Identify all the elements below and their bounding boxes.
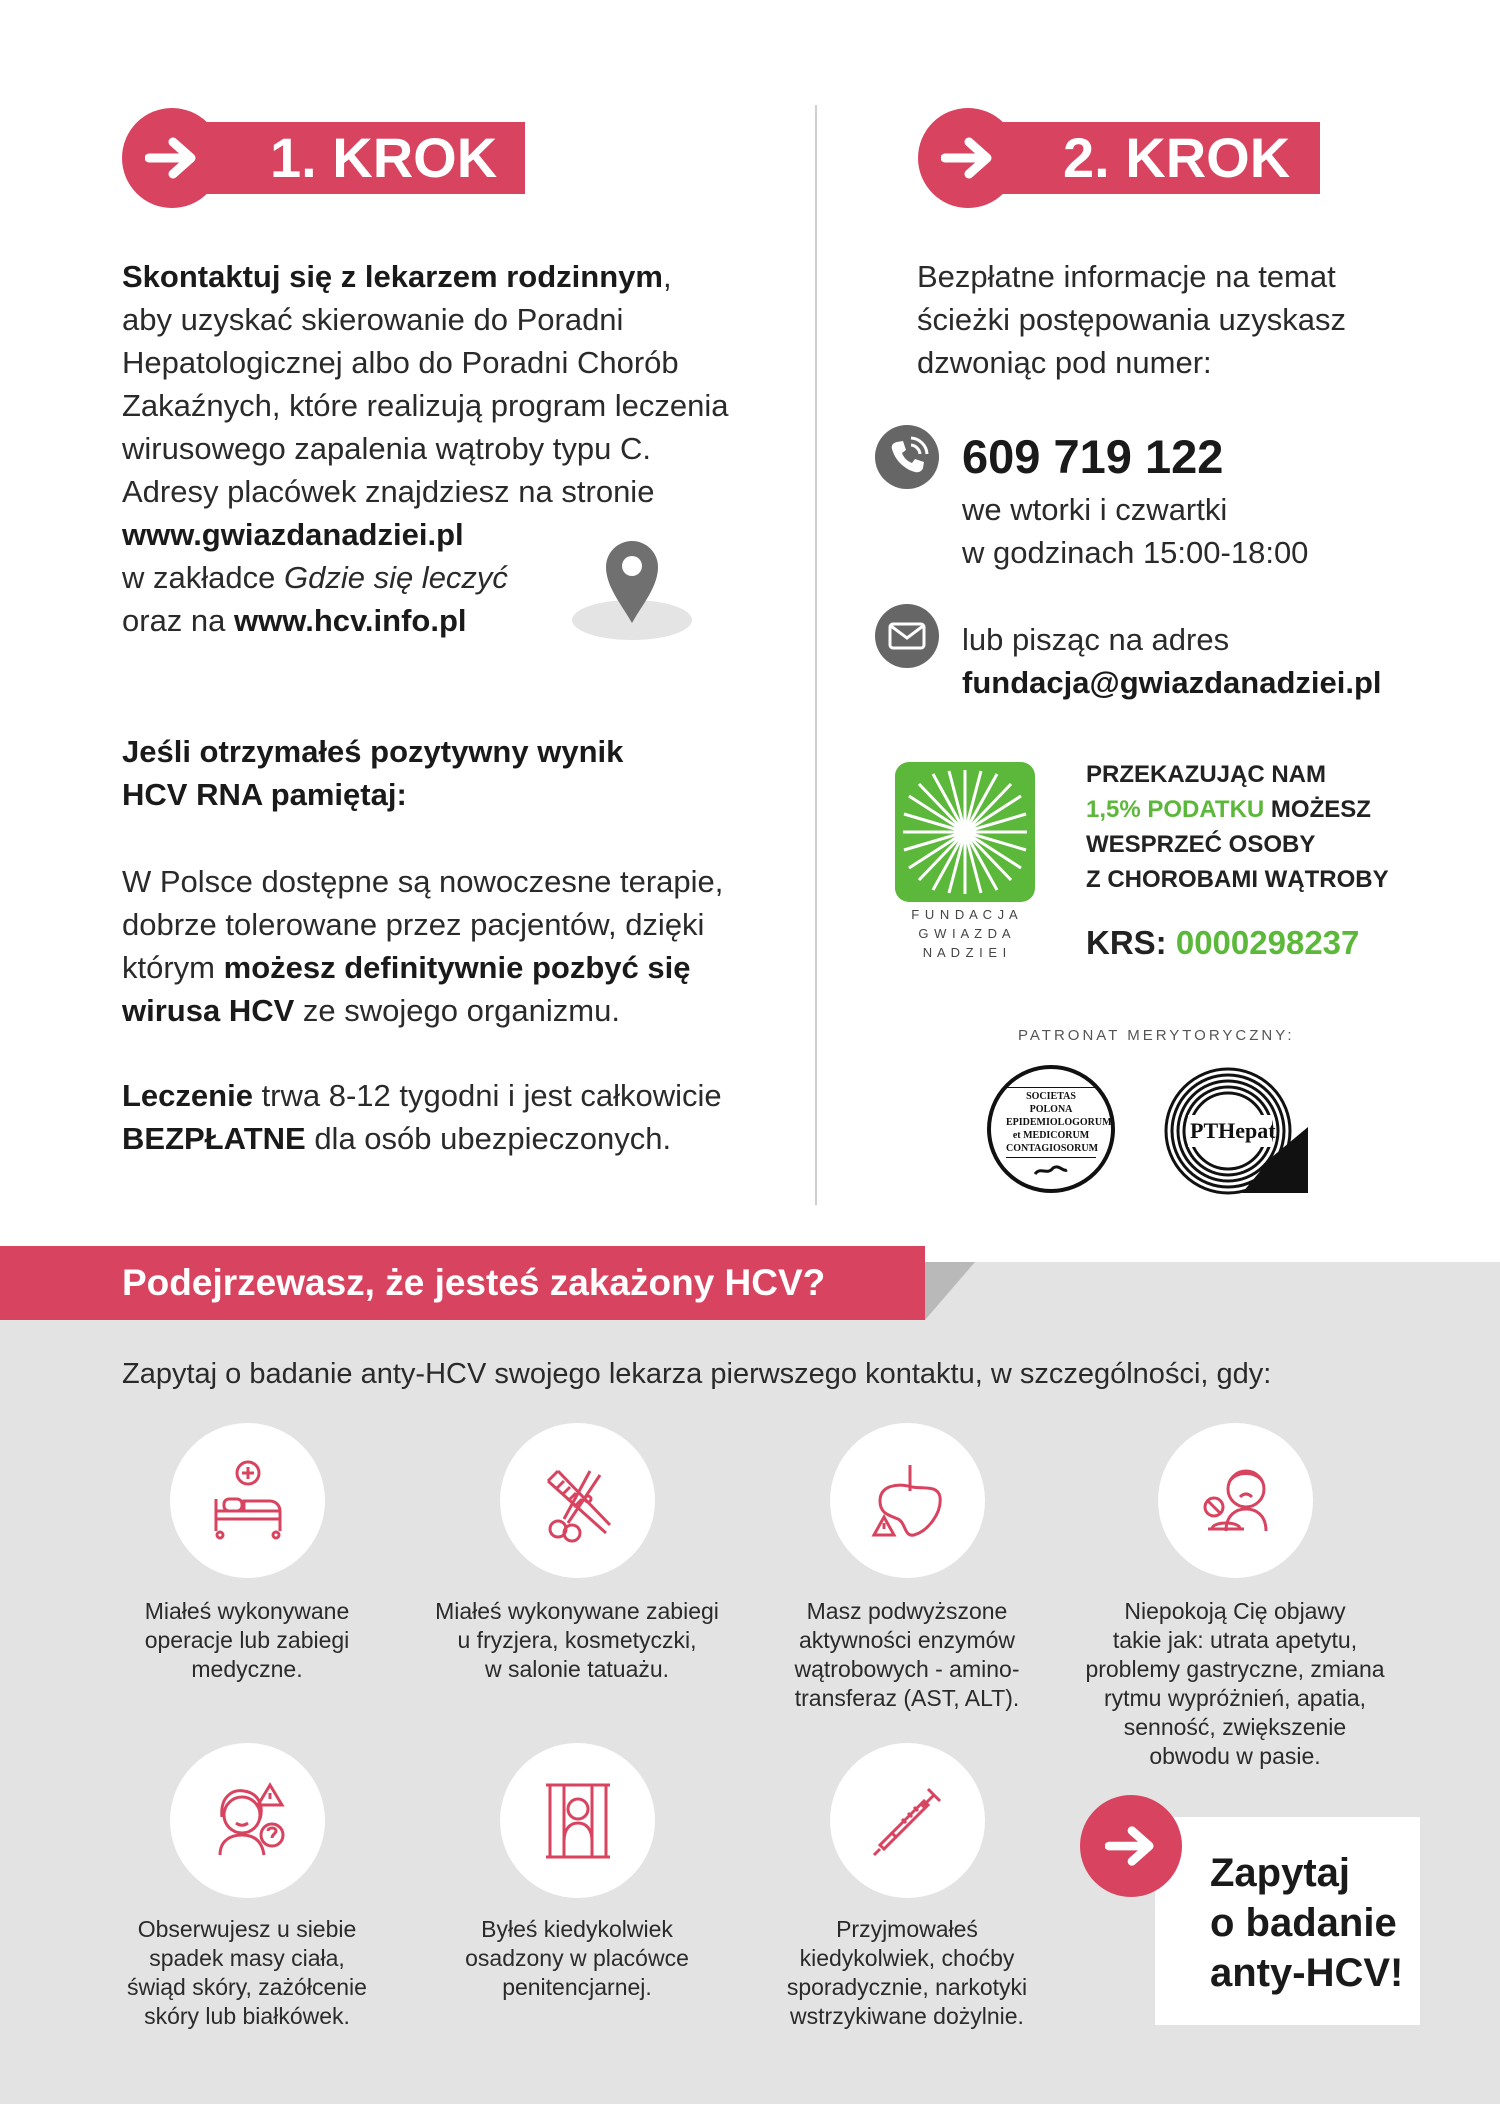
risk-caption-7: Przyjmowałeś kiedykolwiek, choćby sporadycznie, narkotyki wstrzykiwane dożylnie. (786, 1916, 1028, 2029)
step1-treatment-paragraph: Leczenie trwa 8-12 tygodni i jest całkowicie BEZPŁATNE dla osób ubezpieczonych. (122, 1078, 722, 1156)
risk-caption-2: Miałeś wykonywane zabiegi u fryzjera, kosmetyczki, w salonie tatuażu. (435, 1598, 719, 1682)
step1-contact-paragraph: Skontaktuj się z lekarzem rodzinnym, aby uzyskać skierowanie do Poradni Hepatologicznej albo do Poradni Chorób Zakaźnych, które realizują program leczenia wirusowego zapalenia wątroby typu C. Adresy placówek znajdziesz na stronie www.gwiazdanadziei.pl w zakładce Gdzie się leczyć oraz na www.hcv.info.pl (122, 259, 729, 638)
banner-fold (925, 1262, 975, 1320)
step2-title: 2. KROK (1063, 126, 1291, 189)
foundation-logo-text: F U N D A C J A G W I A Z D A N A D Z I E I (911, 907, 1019, 960)
risk-caption-6: Byłeś kiedykolwiek osadzony w placówce penitencjarnej. (465, 1916, 689, 2000)
arrow-right-icon (941, 134, 995, 182)
seal-figure-icon (1031, 1162, 1071, 1178)
contact-doctor-bold: Skontaktuj się z lekarzem rodzinnym (122, 259, 663, 294)
patronat-label: PATRONAT MERYTORYCZNY: (1018, 1027, 1295, 1044)
envelope-icon (875, 604, 939, 668)
tab-where-treated: Gdzie się leczyć (283, 560, 508, 595)
email-address-link[interactable]: fundacja@gwiazdanadziei.pl (962, 665, 1382, 700)
step1-therapy-paragraph: W Polsce dostępne są nowoczesne terapie, dobrze tolerowane przez pacjentów, dzięki którym możesz definitywnie pozbyć się wirusa HCV ze swojego organizmu. (122, 864, 724, 1028)
prisoner-icon (500, 1743, 655, 1898)
syringe-icon (830, 1743, 985, 1898)
website-link[interactable]: www.gwiazdanadziei.pl (122, 517, 464, 552)
tax-appeal: PRZEKAZUJĄC NAM 1,5% PODATKU MOŻESZ WESPRZEĆ OSOBY Z CHOROBAMI WĄTROBY (1086, 761, 1389, 893)
hotline-hours: we wtorki i czwartki w godzinach 15:00-18:00 (962, 492, 1309, 570)
step2-intro: Bezpłatne informacje na temat ścieżki postępowania uzyskasz dzwoniąc pod numer: (917, 259, 1347, 380)
step1-arrow-badge (122, 108, 222, 208)
risk-caption-5: Obserwujesz u siebie spadek masy ciała, świąd skóry, zażółcenie skóry lub białkówek. (127, 1916, 367, 2029)
phone-icon (875, 425, 939, 489)
email-block: lub pisząc na adres fundacja@gwiazdanadziei.pl (962, 622, 1382, 700)
pthepat-logo: PTHepat (1162, 1065, 1310, 1197)
risk-caption-4: Niepokoją Cię objawy takie jak: utrata apetytu, problemy gastryczne, zmiana rytmu wypróżnień, apatia, senność, zwiększenie obwodu w pasie. (1085, 1598, 1385, 1769)
callout-arrow-badge (1080, 1795, 1182, 1897)
risk-caption-1: Miałeś wykonywane operacje lub zabiegi medyczne. (144, 1598, 350, 1682)
risk-caption-3: Masz podwyższone aktywności enzymów wątrobowych - amino- transferaz (AST, ALT). (794, 1598, 1020, 1711)
callout-text: Zapytaj o badanie anty-HCV! (1210, 1851, 1404, 1995)
scissors-comb-icon (500, 1423, 655, 1578)
hospital-bed-icon (170, 1423, 325, 1578)
krs-number: KRS: 0000298237 (1086, 924, 1360, 961)
arrow-right-icon (145, 134, 199, 182)
hcv-info-link[interactable]: www.hcv.info.pl (234, 603, 467, 638)
step1-positive-result: Jeśli otrzymałeś pozytywny wynik HCV RNA pamiętaj: (122, 734, 624, 812)
column-divider (815, 105, 817, 1205)
sick-person-icon (1158, 1423, 1313, 1578)
section-intro: Zapytaj o badanie anty-HCV swojego lekarza pierwszego kontaktu, w szczególności, gdy: (122, 1358, 1272, 1390)
societas-seal-logo: SOCIETAS POLONA EPIDEMIOLOGORUM et MEDICORUM CONTAGIOSORUM (987, 1065, 1115, 1193)
section-banner-title: Podejrzewasz, że jesteś zakażony HCV? (122, 1262, 826, 1303)
liver-icon (830, 1423, 985, 1578)
step1-title: 1. KROK (270, 126, 498, 189)
location-pin-icon (570, 535, 695, 645)
arrow-right-icon (1105, 1823, 1157, 1869)
foundation-logo-icon (895, 762, 1035, 902)
woman-warning-icon (170, 1743, 325, 1898)
step2-arrow-badge (918, 108, 1018, 208)
hotline-number[interactable]: 609 719 122 (962, 430, 1224, 483)
